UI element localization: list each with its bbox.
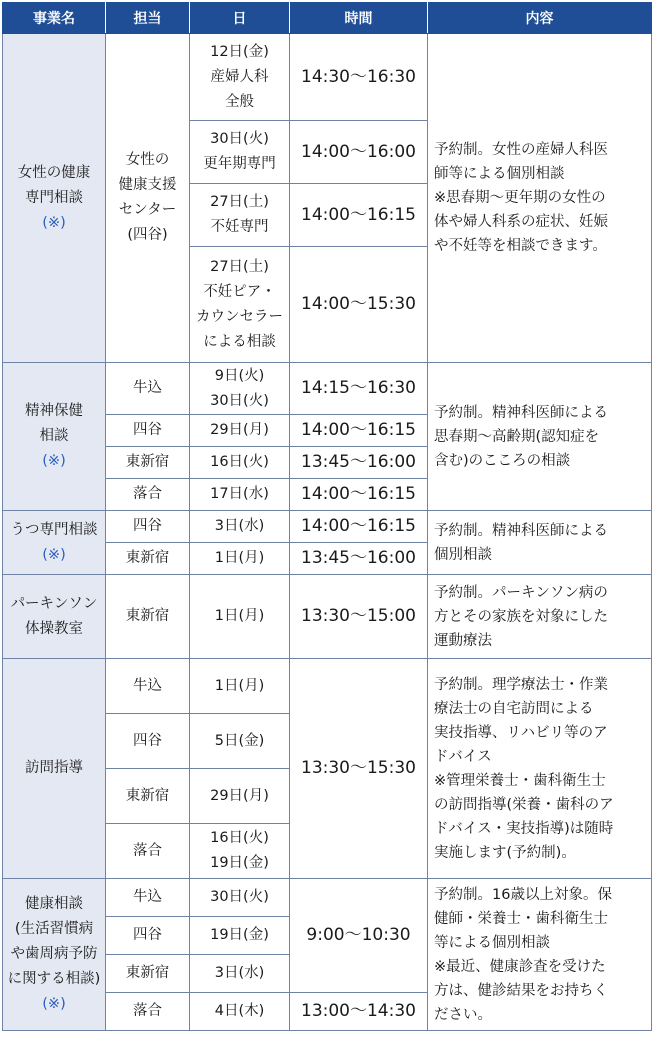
business-line: 女性の健康 [17,164,91,181]
content-line: や不妊等を相談できます。 [434,238,607,254]
content-line: 療法士の自宅訪問による [434,700,594,717]
content-line: 予約制。精神科医師による [434,404,608,421]
day-line: 19日(金) [210,855,269,871]
day-cell: 1日(月) [190,575,290,659]
staff-cell [106,34,190,363]
time-cell: 14:30～16:30 [290,34,428,121]
day-cell: 29日(月) [190,415,290,447]
content-line: 思春期～高齢期(認知症を [434,428,600,445]
business-parkinson [3,575,106,659]
staff-line: (四谷) [127,227,168,243]
content-line: の訪問指導(栄養・歯科のア [434,796,614,813]
content-line: ※思春期～更年期の女性の [434,190,606,206]
business-line: 精神保健 [25,403,83,419]
header-content: 内容 [428,3,652,34]
day-line: 9日(火) [214,367,265,384]
day-cell [190,121,290,184]
day-cell: 17日(水) [190,479,290,511]
day-cell: 3日(水) [190,955,290,993]
table-row [3,34,652,121]
content-line: 予約制。パーキンソン病の [434,584,608,601]
staff-line: 健康支援 [118,177,177,193]
content-line: 運動療法 [434,632,492,649]
content-line: 実技指導、リハビリ等のア [434,724,608,741]
business-line: 体操教室 [25,620,83,637]
day-cell [190,34,290,121]
time-cell: 13:45～16:00 [290,447,428,479]
day-cell [190,363,290,415]
staff-cell: 東新宿 [106,769,190,824]
time-cell: 14:15～16:30 [290,363,428,415]
day-cell: 1日(月) [190,659,290,714]
staff-cell: 四谷 [106,415,190,447]
day-line: 産婦人科 [210,68,269,85]
day-line: 27日(土) [210,194,269,210]
business-line: (生活習慣病 [14,921,94,937]
day-line: 全般 [225,93,254,110]
content-line: 予約制。理学療法士・作業 [434,676,608,693]
day-line: 更年期専門 [203,156,276,172]
day-cell: 16日(火) [190,447,290,479]
staff-cell: 四谷 [106,511,190,543]
business-line: や歯周病予防 [10,946,98,962]
day-line: 不妊ピア・ [203,283,276,300]
business-health-consultation [3,879,106,1031]
time-cell: 14:00～16:15 [290,511,428,543]
table-row [3,511,652,543]
business-home-visit [3,659,106,879]
business-line: 健康相談 [25,896,83,912]
staff-cell: 落合 [106,824,190,879]
content-line: 方は、健診結果をお持ちく [434,982,608,999]
table-row [3,575,652,659]
header-business: 事業名 [3,3,106,34]
content-line: ドバイス [434,748,492,765]
time-cell: 14:00～16:15 [290,415,428,447]
day-cell: 1日(月) [190,543,290,575]
time-cell: 13:30～15:30 [290,659,428,879]
staff-line: 女性の [125,152,170,168]
staff-cell: 牛込 [106,659,190,714]
day-line: による相談 [203,333,276,350]
content-line: 師等による個別相談 [434,166,565,182]
time-cell: 13:45～16:00 [290,543,428,575]
staff-cell: 落合 [106,993,190,1031]
time-cell: 14:00～16:15 [290,184,428,247]
content-line: 実施します(予約制)。 [434,844,576,861]
time-cell: 14:00～16:15 [290,479,428,511]
day-cell [190,247,290,363]
staff-cell: 四谷 [106,714,190,769]
day-line: 16日(火) [210,830,269,846]
content-line: 予約制。女性の産婦人科医 [434,142,608,158]
day-line: カウンセラー [196,308,283,325]
content-cell [428,879,652,1031]
day-line: 不妊専門 [210,219,269,235]
content-line: 含む)のこころの相談 [434,452,571,469]
business-depression [3,511,106,575]
day-cell: 19日(金) [190,917,290,955]
day-cell [190,824,290,879]
business-line: 訪問指導 [25,760,83,776]
business-line: に関する相談) [7,971,101,987]
day-cell: 4日(木) [190,993,290,1031]
content-line: 個別相談 [434,546,492,563]
staff-cell: 牛込 [106,879,190,917]
staff-cell: 落合 [106,479,190,511]
business-mental-health [3,363,106,511]
day-cell: 29日(月) [190,769,290,824]
business-line: 相談 [39,428,69,444]
staff-cell: 東新宿 [106,543,190,575]
content-line: ※最近、健康診査を受けた [434,958,606,975]
content-line: 等による個別相談 [434,934,550,951]
content-line: ※管理栄養士・歯科衛生士 [434,772,606,789]
time-cell: 9:00～10:30 [290,879,428,993]
content-line: 予約制。16歳以上対象。保 [434,886,612,903]
table-row [3,879,652,917]
reference-mark: (※) [42,996,66,1012]
staff-cell: 四谷 [106,917,190,955]
header-staff: 担当 [106,3,190,34]
content-line: 予約制。精神科医師による [434,522,608,539]
content-cell [428,34,652,363]
time-cell: 13:30～15:00 [290,575,428,659]
day-line: 30日(火) [210,131,269,147]
content-cell [428,511,652,575]
header-day: 日 [190,3,290,34]
content-line: ださい。 [434,1006,492,1023]
staff-cell: 東新宿 [106,955,190,993]
reference-mark: (※) [42,214,66,231]
day-line: 27日(土) [210,258,269,275]
content-cell [428,659,652,879]
day-cell [190,184,290,247]
day-cell: 5日(金) [190,714,290,769]
content-line: ドバイス・実技指導)は随時 [434,820,614,837]
time-cell: 14:00～15:30 [290,247,428,363]
reference-mark: (※) [42,453,66,469]
time-cell: 14:00～16:00 [290,121,428,184]
table-row [3,659,652,714]
staff-cell: 東新宿 [106,447,190,479]
business-line: パーキンソン [10,595,98,612]
day-cell: 30日(火) [190,879,290,917]
content-line: 方とその家族を対象にした [434,608,608,625]
time-cell: 13:00～14:30 [290,993,428,1031]
content-line: 体や婦人科系の症状、妊娠 [434,214,608,230]
day-line: 30日(火) [210,392,269,409]
business-line: 専門相談 [25,189,83,206]
content-cell [428,575,652,659]
business-womens-health [3,34,106,363]
content-line: 健師・栄養士・歯科衛生士 [434,910,608,927]
reference-mark: (※) [42,546,66,563]
staff-line: センター [118,202,177,218]
business-line: うつ専門相談 [10,521,98,538]
schedule-table [2,2,652,1031]
staff-cell: 牛込 [106,363,190,415]
staff-cell: 東新宿 [106,575,190,659]
day-line: 12日(金) [210,43,269,60]
content-cell [428,363,652,511]
day-cell: 3日(水) [190,511,290,543]
table-row [3,363,652,415]
header-time: 時間 [290,3,428,34]
header-row [3,3,652,34]
